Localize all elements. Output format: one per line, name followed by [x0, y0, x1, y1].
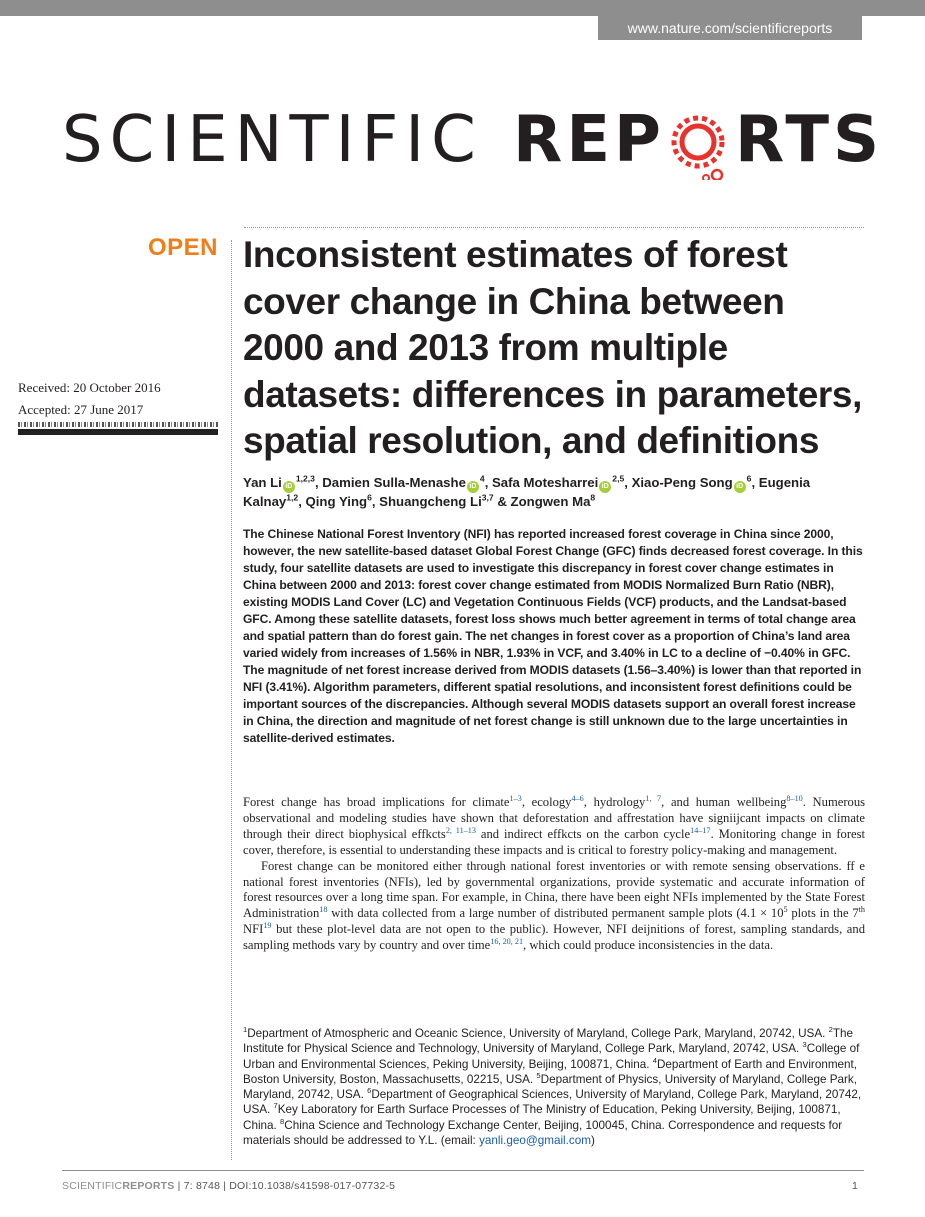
author-affiliation-ref: 2,5 — [612, 473, 625, 484]
journal-masthead — [62, 100, 883, 180]
affiliations — [243, 1026, 865, 1148]
footer-citation — [62, 1180, 395, 1192]
citation-ref[interactable]: 18 — [319, 905, 328, 915]
citation-ref[interactable]: 14–17 — [690, 825, 711, 835]
affiliation-text: The Institute for Physical Science and Technology, University of Maryland, College Park, Maryland, 20742, USA. — [243, 1027, 854, 1056]
author-name: Zongwen Ma — [510, 494, 591, 509]
affiliation-text: College of Urban and Environmental Sciences, Peking University, Beijing, 100871, China. — [243, 1042, 860, 1071]
author-affiliation-ref: 6 — [746, 473, 752, 484]
author-name: Xiao-Peng Song — [631, 475, 733, 490]
gear-logo-icon — [669, 100, 731, 180]
masthead-scientific: SCIENTIFIC — [62, 103, 483, 177]
affiliation-number: 3 — [802, 1040, 807, 1050]
author-affiliation-ref: 1,2,3 — [295, 473, 315, 484]
affiliation-list — [243, 1027, 861, 1132]
author-affiliation-ref: 6 — [367, 492, 372, 503]
citation-ref[interactable]: 1, 7 — [645, 793, 662, 803]
masthead-rep: REP — [513, 103, 665, 177]
abstract: The Chinese National Forest Inventory (NFI) has reported increased forest coverage in China since 2000, however, the new satellite-based dataset Global Forest Change (GFC) finds decreased forest coverage. In this study, four satellite datasets are used to investigate this discrepancy in forest cover change estimates in China between 2000 and 2013: forest cover change estimated from MODIS Normalized Burn Ratio (NBR), existing MODIS Land Cover (LC) and Vegetation Continuous Fields (VCF) products, and the Landsat-based GFC. Among these satellite datasets, forest loss shows much better agreement in terms of total change area and spatial pattern than do forest gain. The net changes in forest cover as a proportion of China’s land area varied widely from increases of 1.56% in NBR, 1.93% in VCF, and 3.40% in LC to a decline of −0.40% in GFC. The magnitude of net forest increase derived from MODIS datasets (1.56–3.40%) is lower than that reported in NFI (3.41%). Algorithm parameters, different spatial resolutions, and inconsistent forest definitions could be important sources of the discrepancies. Although several MODIS datasets support an overall forest increase in China, the direction and magnitude of net forest change is still unknown due to the large uncertainties in satellite-derived estimates. — [243, 527, 863, 745]
citation-ref[interactable]: 8–10 — [786, 793, 803, 803]
article-title: Inconsistent estimates of forest cover change in China between 2000 and 2013 from multiple datasets: differences in parameters, spatial resolution, and definitions — [243, 234, 862, 461]
article-dates — [18, 377, 161, 421]
body-paragraph-1: Forest change has broad implications for climate$^{1-3}$, ecology$^{4-6}$, hydrology$^{1, 7}$, and human wellbeing$^{8-10}$. Numerous observational and modeling studies have shown that deforestation and affrestation have signiijcant impacts on climate through their direct biophysical effkcts$^{2, 11-13}$ and indirect effkcts on the carbon cycle$^{14-17}$. Monitoring change in forest cover, therefore, is essential to understanding these impacts and is critical to forestry policy-making and management. — [243, 793, 866, 857]
author-affiliation-ref: 1,2 — [286, 492, 299, 503]
citation-ref[interactable]: 16, 20, 21 — [490, 936, 524, 946]
affiliation-number: 1 — [243, 1025, 248, 1035]
orcid-icon[interactable]: iD — [283, 481, 295, 493]
citation-ref[interactable]: 19 — [263, 921, 272, 931]
footer-journal-bold: REPORTS — [122, 1180, 175, 1192]
orcid-icon[interactable]: iD — [467, 481, 479, 493]
footer-divider — [62, 1170, 864, 1171]
citation-ref[interactable]: 1–3 — [509, 793, 522, 803]
top-band — [0, 0, 925, 16]
author-list: Yan Li iD$^{1,2,3}$, Damien Sulla-Menashe $iD^4$, Safa Motesharrei iD$^{2,5}$, Xiao-Peng Song $iD^6$, Eugenia Kalnay$^{1,2}$, Qing Ying$^6$, Shuangcheng Li$^{3,7}$ & Zongwen Ma$^8$ — [243, 473, 811, 509]
author-name: Eugenia Kalnay — [243, 475, 811, 509]
author-name: Yan Li — [243, 475, 282, 490]
author-affiliation-ref: 8 — [590, 492, 596, 503]
superscript: th — [858, 905, 865, 915]
affiliation-number: 4 — [652, 1055, 657, 1065]
body-paragraph-2: Forest change can be monitored either through national forest inventories or with remote sensing observations. ff e national forest inventories (NFIs), led by governmental organizations, provide systematic and accurate information of forest resources over a long time span. For example, in China, there have been eight NFIs implemented by the State Forest Administration$^{18}$ with data collected from a large number of distributed permanent sample plots ($4.1 \times 10^5$ plots in the 7th NFI$^{19}$ but these plot-level data are not open to the public). However, NFI deijnitions of forest, sampling standards, and sampling methods vary by country and over time$^{16, 20, 21}$, which could produce inconsistencies in the data. — [243, 858, 865, 953]
affiliation-text: Department of Geographical Sciences, University of Maryland, College Park, Maryland, 20742, USA. — [243, 1088, 862, 1117]
journal-url[interactable]: www.nature.com/scientificreports — [598, 16, 862, 40]
author-name: Safa Motesharrei — [492, 475, 599, 490]
footer-journal-light: SCIENTIFIC — [62, 1180, 123, 1192]
accepted-date: Accepted: 27 June 2017 — [18, 402, 144, 417]
affiliation-text: China Science and Technology Exchange Center, Beijing, 100045, China. — [284, 1118, 665, 1132]
citation-ref[interactable]: 4–6 — [571, 793, 584, 803]
correspondence-end: ) — [590, 1134, 595, 1148]
barcode-bar — [18, 429, 218, 435]
orcid-icon[interactable]: iD — [734, 481, 746, 493]
author-affiliation-ref: 4 — [479, 473, 485, 484]
header-divider — [244, 227, 864, 228]
affiliation-number: 8 — [280, 1116, 285, 1126]
affiliation-text: Key Laboratory for Earth Surface Processes of The Ministry of Education, Peking University, Beijing, 100871, China. — [243, 1103, 841, 1132]
received-date: Received: 20 October 2016 — [18, 380, 161, 395]
barcode-strip — [18, 422, 218, 427]
affiliation-text: Department of Physics, University of Maryland, College Park, Maryland, 20742, USA. — [243, 1072, 857, 1102]
orcid-icon[interactable]: iD — [599, 481, 611, 493]
affiliation-text: Department of Earth and Environment, Boston University, Boston, Massachusetts, 02215, USA. — [243, 1057, 858, 1086]
email-link[interactable]: yanli.geo@gmail.com — [479, 1134, 591, 1148]
author-name: Shuangcheng Li — [379, 494, 482, 509]
correspondence-text: Correspondence and requests for materials should be addressed to Y.L. (email: — [243, 1118, 843, 1148]
superscript: 5 — [783, 905, 788, 915]
page-number: 1 — [852, 1180, 858, 1192]
citation-ref[interactable]: 2, 11–13 — [445, 825, 476, 835]
body-text — [243, 795, 865, 954]
affiliation-text: Department of Atmospheric and Oceanic Science, University of Maryland, College Park, Maryland, 20742, USA. — [247, 1027, 829, 1040]
affiliation-number: 6 — [367, 1086, 372, 1096]
footer-citation-text: | 7: 8748 | DOI:10.1038/s41598-017-07732-5 — [174, 1180, 396, 1192]
author-affiliation-ref: 3,7 — [481, 492, 494, 503]
column-divider — [231, 240, 232, 1160]
open-access-label: OPEN — [148, 234, 219, 261]
affiliation-number: 2 — [828, 1025, 833, 1035]
affiliation-number: 7 — [273, 1101, 278, 1111]
author-name: Qing Ying — [305, 494, 368, 509]
masthead-rts: RTS — [734, 103, 884, 177]
affiliation-number: 5 — [536, 1071, 541, 1080]
author-name: Damien Sulla-Menashe — [322, 475, 466, 490]
